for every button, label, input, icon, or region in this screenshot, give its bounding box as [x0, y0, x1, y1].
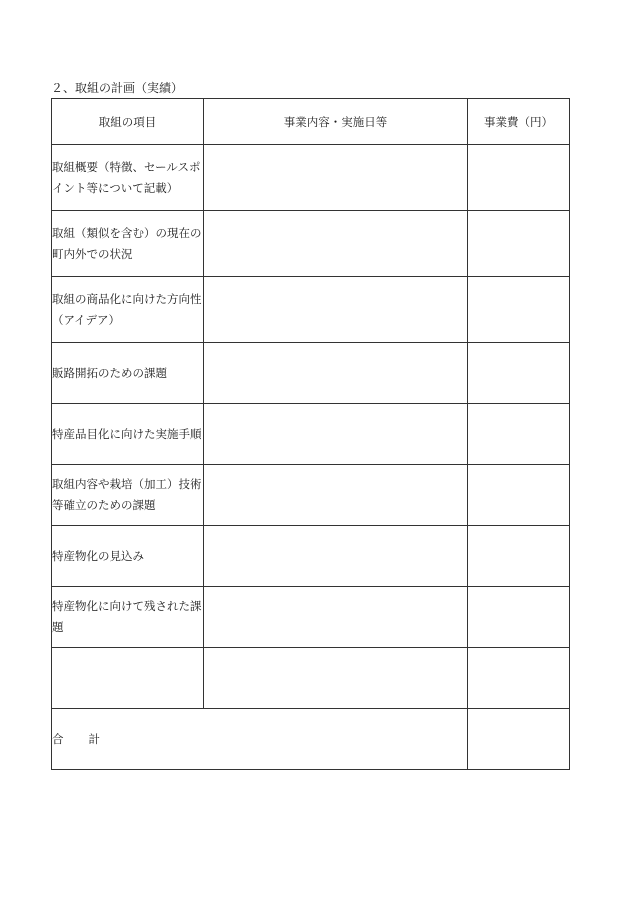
table-header-row [52, 99, 570, 145]
plan-table [51, 98, 570, 770]
total-label-first: 合 [52, 732, 64, 746]
total-label [52, 709, 468, 770]
row-item-label: 販路開拓のための課題 [52, 343, 204, 404]
row-content-cell[interactable] [204, 465, 468, 526]
row-item-label: 特産品目化に向けた実施手順 [52, 404, 204, 465]
total-label-second: 計 [88, 732, 100, 746]
row-cost-cell[interactable] [468, 404, 570, 465]
row-cost-cell[interactable] [468, 648, 570, 709]
total-cost-cell[interactable] [468, 709, 570, 770]
table-row [52, 145, 570, 211]
row-item-label[interactable] [52, 648, 204, 709]
total-row [52, 709, 570, 770]
section-heading: ２、取組の計画（実績） [51, 81, 184, 95]
header-content: 事業内容・実施日等 [204, 99, 468, 145]
row-content-cell[interactable] [204, 145, 468, 211]
table-row [52, 343, 570, 404]
row-cost-cell[interactable] [468, 465, 570, 526]
row-cost-cell[interactable] [468, 145, 570, 211]
row-item-label: 取組の商品化に向けた方向性（アイデア） [52, 277, 204, 343]
table-row [52, 277, 570, 343]
row-cost-cell[interactable] [468, 211, 570, 277]
table-row [52, 211, 570, 277]
row-cost-cell[interactable] [468, 343, 570, 404]
row-content-cell[interactable] [204, 343, 468, 404]
row-item-label: 特産物化に向けて残された課題 [52, 587, 204, 648]
row-item-label: 取組（類似を含む）の現在の町内外での状況 [52, 211, 204, 277]
row-content-cell[interactable] [204, 587, 468, 648]
table-row [52, 587, 570, 648]
table-row [52, 404, 570, 465]
row-cost-cell[interactable] [468, 587, 570, 648]
row-item-label: 特産物化の見込み [52, 526, 204, 587]
row-item-label: 取組内容や栽培（加工）技術等確立のための課題 [52, 465, 204, 526]
header-item: 取組の項目 [52, 99, 204, 145]
table-row [52, 648, 570, 709]
row-content-cell[interactable] [204, 648, 468, 709]
row-content-cell[interactable] [204, 404, 468, 465]
row-cost-cell[interactable] [468, 526, 570, 587]
row-content-cell[interactable] [204, 526, 468, 587]
row-content-cell[interactable] [204, 211, 468, 277]
row-content-cell[interactable] [204, 277, 468, 343]
row-cost-cell[interactable] [468, 277, 570, 343]
table-row [52, 526, 570, 587]
row-item-label: 取組概要（特徴、セールスポイント等について記載） [52, 145, 204, 211]
header-cost: 事業費（円） [468, 99, 570, 145]
table-row [52, 465, 570, 526]
